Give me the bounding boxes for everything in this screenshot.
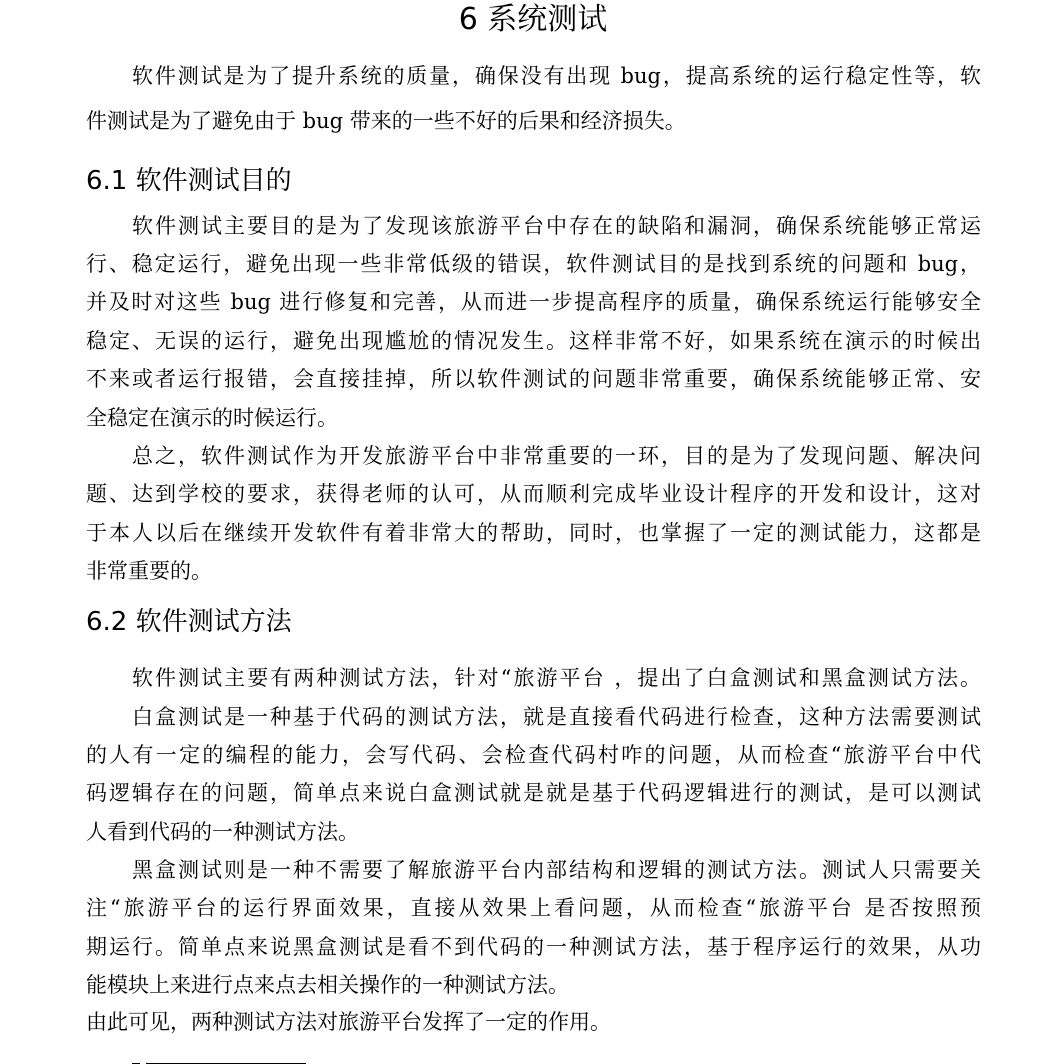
s62-line-7: 注“旅游平台的运行界面效果，直接从效果上看问题，从而检查“旅游平台 是否按照预 — [86, 896, 981, 920]
s61-line-10: 非常重要的。 — [86, 559, 212, 583]
s61-line-3: 并及时对这些 bug 进行修复和完善，从而进一步提高程序的质量，确保系统运行能够安全 — [86, 290, 981, 314]
s62-line-10: 由此可见，两种测试方法对旅游平台发挥了一定的作用。 — [86, 1010, 611, 1034]
intro-line-2: 件测试是为了避免由于 bug 带来的一些不好的后果和经济损失。 — [86, 109, 686, 133]
s62-line-2: 白盒测试是一种基于代码的测试方法，就是直接看代码进行检查，这种方法需要测试 — [132, 705, 981, 729]
s61-line-9: 于本人以后在继续开发软件有着非常大的帮助，同时，也掌握了一定的测试能力，这都是 — [86, 521, 981, 545]
s61-line-5: 不来或者运行报错，会直接挂掉，所以软件测试的问题非常重要，确保系统能够正常、安 — [86, 367, 981, 391]
section-6-2-heading: 6.2 软件测试方法 — [86, 607, 292, 637]
s62-line-5: 人看到代码的一种测试方法。 — [86, 820, 359, 844]
s62-line-4: 码逻辑存在的问题，简单点来说白盒测试就是就是基于代码逻辑进行的测试，是可以测试 — [86, 781, 981, 805]
intro-line-1: 软件测试是为了提升系统的质量，确保没有出现 bug，提高系统的运行稳定性等，软 — [132, 64, 981, 88]
s62-line-3: 的人有一定的编程的能力，会写代码、会检查代码村咋的问题，从而检查“旅游平台中代 — [86, 743, 981, 767]
s62-line-1: 软件测试主要有两种测试方法，针对“旅游平台 ，提出了白盒测试和黑盒测试方法。 — [132, 666, 981, 690]
s61-line-6: 全稳定在演示的时候运行。 — [86, 406, 338, 430]
cut-off-next-heading — [86, 1052, 386, 1064]
s61-line-1: 软件测试主要目的是为了发现该旅游平台中存在的缺陷和漏洞，确保系统能够正常运 — [132, 214, 981, 238]
section-6-1-heading: 6.1 软件测试目的 — [86, 166, 292, 196]
s62-line-8: 期运行。简单点来说黑盒测试是看不到代码的一种测试方法，基于程序运行的效果，从功 — [86, 935, 981, 959]
s62-line-9: 能模块上来进行点来点去相关操作的一种测试方法。 — [86, 973, 569, 997]
s61-line-4: 稳定、无误的运行，避免出现尴尬的情况发生。这样非常不好，如果系统在演示的时候出 — [86, 329, 981, 353]
s61-line-7: 总之，软件测试作为开发旅游平台中非常重要的一环，目的是为了发现问题、解决问 — [132, 444, 981, 468]
s61-line-8: 题、达到学校的要求，获得老师的认可，从而顺利完成毕业设计程序的开发和设计，这对 — [86, 482, 981, 506]
s62-line-6: 黑盒测试则是一种不需要了解旅游平台内部结构和逻辑的测试方法。测试人只需要关 — [132, 858, 981, 882]
chapter-title: 6 系统测试 — [458, 2, 608, 37]
s61-line-2: 行、稳定运行，避免出现一些非常低级的错误，软件测试目的是找到系统的问题和 bug， — [86, 252, 981, 276]
